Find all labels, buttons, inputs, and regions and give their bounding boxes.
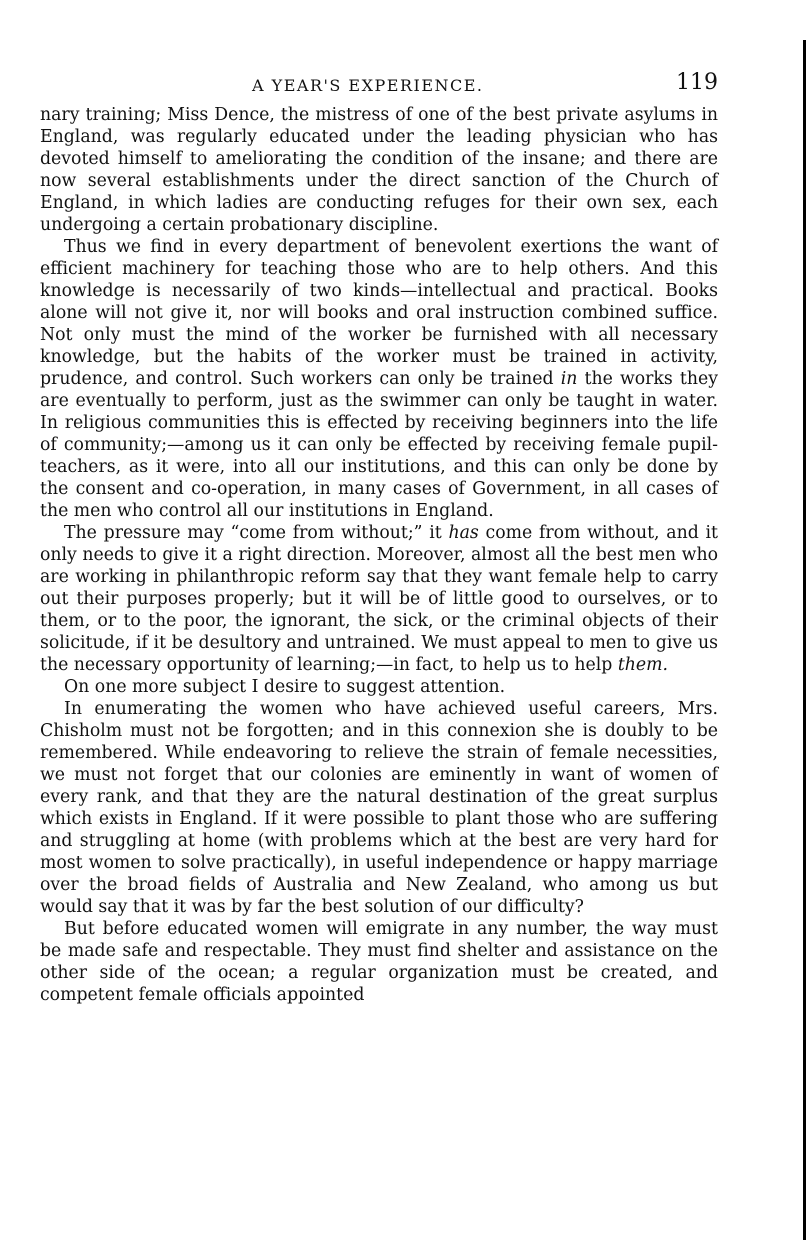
paragraph-text: The pressure may “come from without;” it <box>64 523 449 543</box>
paragraph <box>40 698 718 918</box>
italic-text: them. <box>617 655 669 675</box>
paragraph <box>40 104 718 236</box>
page-header <box>40 62 718 104</box>
paragraph-text: But before educated women will emigrate in any number, the way must be made safe and respectable. They must find shelter and assistance on the other side of the ocean; a regular organization must be created, and competent female officials appointed <box>40 919 718 1005</box>
paragraph <box>40 522 718 676</box>
italic-text: in <box>560 369 578 389</box>
page-number: 119 <box>676 70 718 95</box>
body-text <box>40 104 718 1006</box>
paragraph-text: On one more subject I desire to suggest attention. <box>64 677 506 697</box>
paragraph <box>40 918 718 1006</box>
paragraph <box>40 236 718 522</box>
book-page <box>40 62 718 1006</box>
paragraph-text: In enumerating the women who have achieved useful careers, Mrs. Chisholm must not be forgotten; and in this connexion she is doubly to be remembered. While endeavoring to relieve the strain of female necessities, we must not forget that our colonies are eminently in want of women of every rank, and that they are the natural destination of the great surplus which exists in England. If it were possible to plant those who are suffering and struggling at home (with problems which at the best are very hard for most women to solve practically), in useful independence or happy marriage over the broad fields of Australia and New Zealand, who among us but would say that it was by far the best solution of our difficulty? <box>40 699 718 917</box>
paragraph-text: nary training; Miss Dence, the mistress of one of the best private asylums in England, was regularly educated under the leading physician who has devoted himself to ameliorating the condition of the insane; and there are now several establishments under the direct sanction of the Church of England, in which ladies are conducting refuges for their own sex, each undergoing a certain probationary discipline. <box>40 105 718 235</box>
running-title: A YEAR'S EXPERIENCE. <box>252 76 484 95</box>
paragraph-text: come from without, and it only needs to give it a right direction. Moreover, almost all the best men who are working in philanthropic reform say that they want female help to carry out their purposes properly; but it will be of little good to ourselves, or to them, or to the poor, the ignorant, the sick, or the criminal objects of their solicitude, if it be desultory and untrained. We must appeal to men to give us the necessary opportunity of learning;—in fact, to help us to help <box>40 523 718 675</box>
paragraph <box>40 676 718 698</box>
paragraph-text: Thus we find in every department of benevolent exertions the want of efficient machinery for teaching those who are to help others. And this knowledge is necessarily of two kinds—intellectual and practical. Books alone will not give it, nor will books and oral instruction combined suffice. Not only must the mind of the worker be furnished with all necessary knowledge, but the habits of the worker must be trained in activity, prudence, and control. Such workers can only be trained <box>40 237 718 389</box>
paragraph-text: the works they are eventually to perform, just as the swimmer can only be taught in water. In religious communities this is effected by receiving beginners into the life of community;—among us it can only be effected by receiving female pupil-teachers, as it were, into all our institutions, and this can only be done by the consent and co-operation, in many cases of Government, in all cases of the men who control all our institutions in England. <box>40 369 718 521</box>
italic-text: has <box>448 523 479 543</box>
